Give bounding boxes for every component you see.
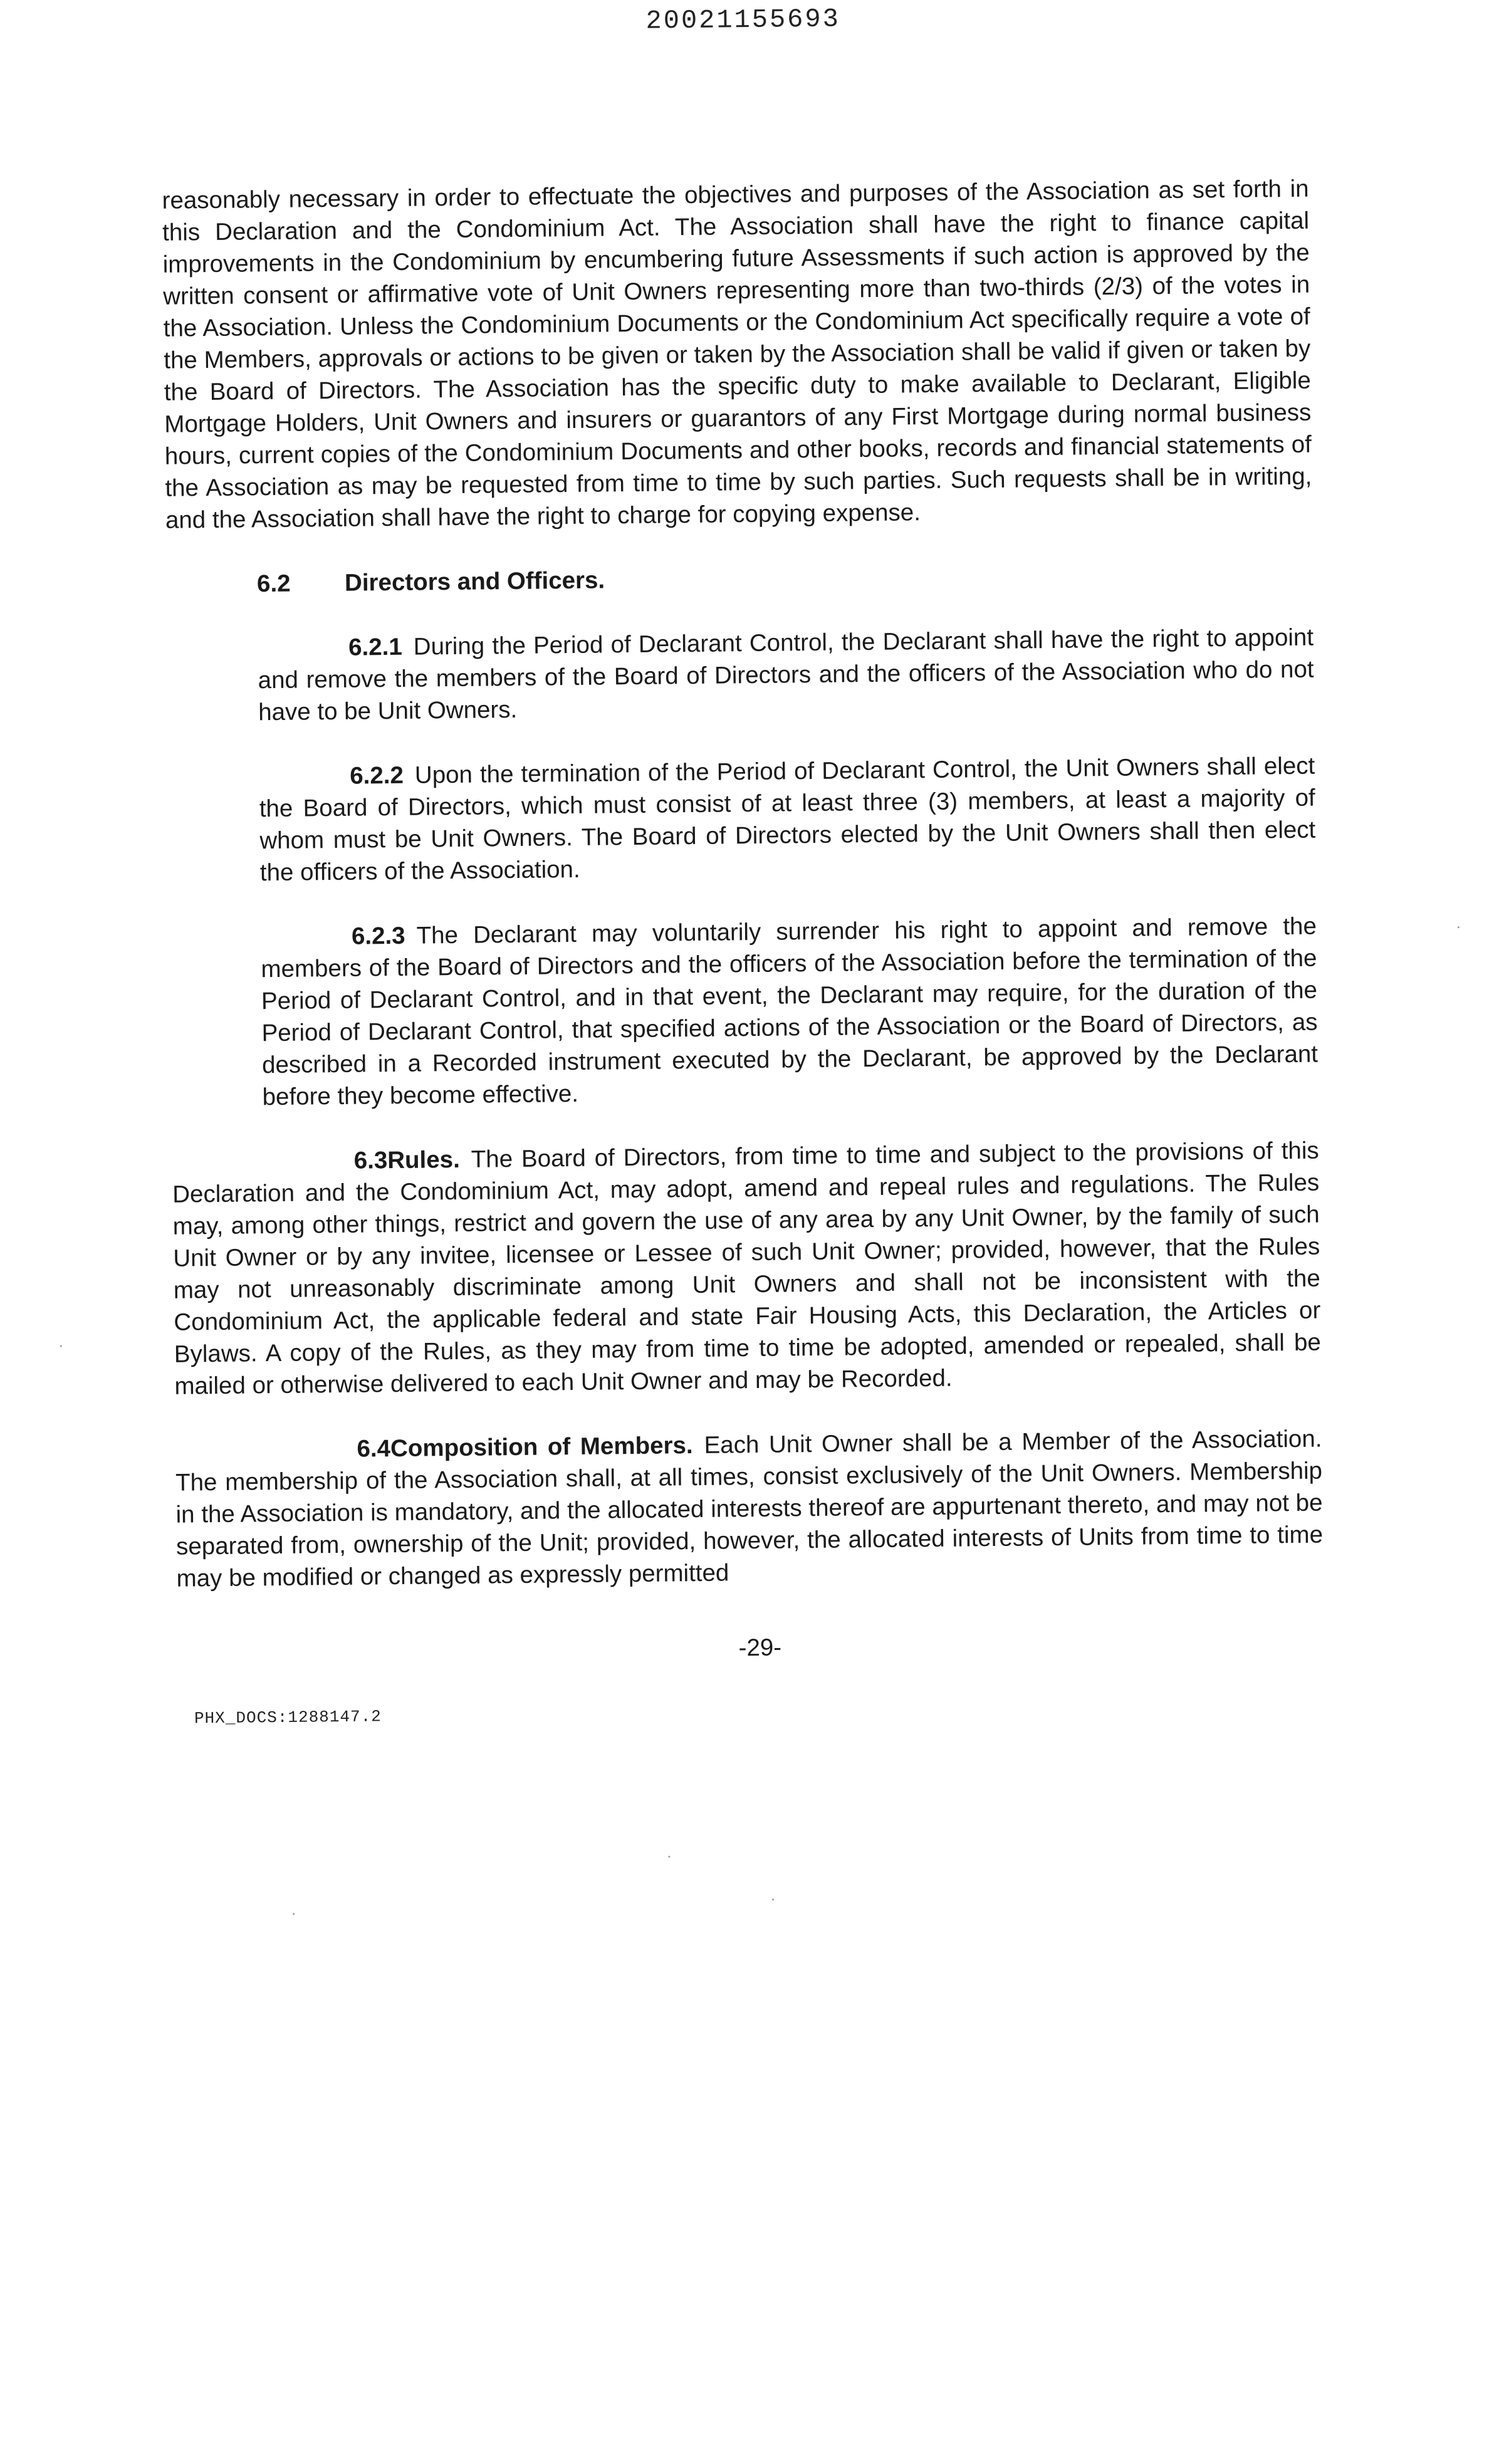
subsection-number: 6.2.1 [348,633,402,661]
subsection-6-2-2 [259,750,1316,889]
document-body [162,173,1324,1627]
section-number: 6.2 [256,570,291,598]
subsection-text: The Declarant may voluntarily surrender his right to appoint and remove the members of the Board of Directors and the officers of the Association before the termination of the Period of Declarant Control, and in that event, the Declarant may require, for the duration of the Period of Declarant Control, that specified actions of the Association or the Board of Directors, as described in a Recorded instrument executed by the Declarant, be approved by the Declarant before they become effective. [261,912,1319,1111]
section-6-4 [175,1423,1324,1595]
subsection-text: During the Period of Declarant Control, the Declarant shall have the right to appoint and remove the members of the Board of Directors and the officers of the Association who do not have to be Unit Owners. [258,624,1314,726]
subsection-text: Upon the termination of the Period of Declarant Control, the Unit Owners shall elect the Board of Directors, which must consist of at least three (3) members, at least a majority of whom must be Unit Owners. The Board of Directors elected by the Unit Owners shall then elect the officers of the Association. [259,752,1316,887]
section-6-2-heading [257,557,1313,600]
subsection-6-2-3 [261,911,1319,1114]
scan-speck [668,1856,670,1857]
scan-speck [772,1899,774,1901]
scan-speck [293,1913,295,1915]
subsection-number: 6.2.2 [350,761,404,790]
subsection-6-2-1 [258,622,1315,729]
page-number: -29- [738,1634,782,1662]
section-text: Each Unit Owner shall be a Member of the Association. The membership of the Association shall, at all times, consist exclusively of the Unit Owners. Membership in the Association is mandatory, and the allocated interests thereof are appurtenant thereto, and may not be separated from, ownership of the Unit; provided, however, the allocated interests of Units from time to time may be modified or changed as expressly permitted [175,1425,1324,1592]
section-6-3 [172,1135,1321,1402]
document-number: 20021155693 [645,4,841,36]
section-title: Directors and Officers. [344,566,605,597]
intro-paragraph: reasonably necessary in order to effectuate the objectives and purposes of the Association as set forth in this Declaration and the Condominium Act. The Association shall have the right to finance capital improvements in the Condominium by encumbering future Assessments if such action is approved by the written consent or affirmative vote of Unit Owners representing more than two-thirds (2/3) of the votes in the Association. Unless the Condominium Documents or the Condominium Act specifically require a vote of the Members, approvals or actions to be given or taken by the Association shall be valid if given or taken by the Board of Directors. The Association has the specific duty to make available to Declarant, Eligible Mortgage Holders, Unit Owners and insurers or guarantors of any First Mortgage during normal business hours, current copies of the Condominium Documents and other books, records and financial statements of the Association as may be requested from time to time by such parties. Such requests shall be in writing, and the Association shall have the right to charge for copying expense. [162,175,1312,534]
section-number: 6.3 [353,1147,388,1174]
section-title: Rules. [387,1146,460,1174]
scan-speck [60,1345,62,1347]
scan-speck [1458,926,1460,928]
section-text: The Board of Directors, from time to time and subject to the provisions of this Declaration and the Condominium Act, may adopt, amend and repeal rules and regulations. The Rules may, among other things, restrict and govern the use of any area by any Unit Owner, by the family of such Unit Owner or by any invitee, licensee or Lessee of such Unit Owner; provided, however, that the Rules may not unreasonably discriminate among Unit Owners and shall not be inconsistent with the Condominium Act, the applicable federal and state Fair Housing Acts, this Declaration, the Articles or Bylaws. A copy of the Rules, as they may from time to time be adopted, amended or repealed, shall be mailed or otherwise delivered to each Unit Owner and may be Recorded. [172,1137,1322,1400]
subsection-number: 6.2.3 [351,922,405,950]
section-number: 6.4 [357,1435,391,1463]
footer-doc-code: PHX_DOCS:1288147.2 [194,1707,382,1728]
section-title: Composition of Members. [390,1432,693,1463]
